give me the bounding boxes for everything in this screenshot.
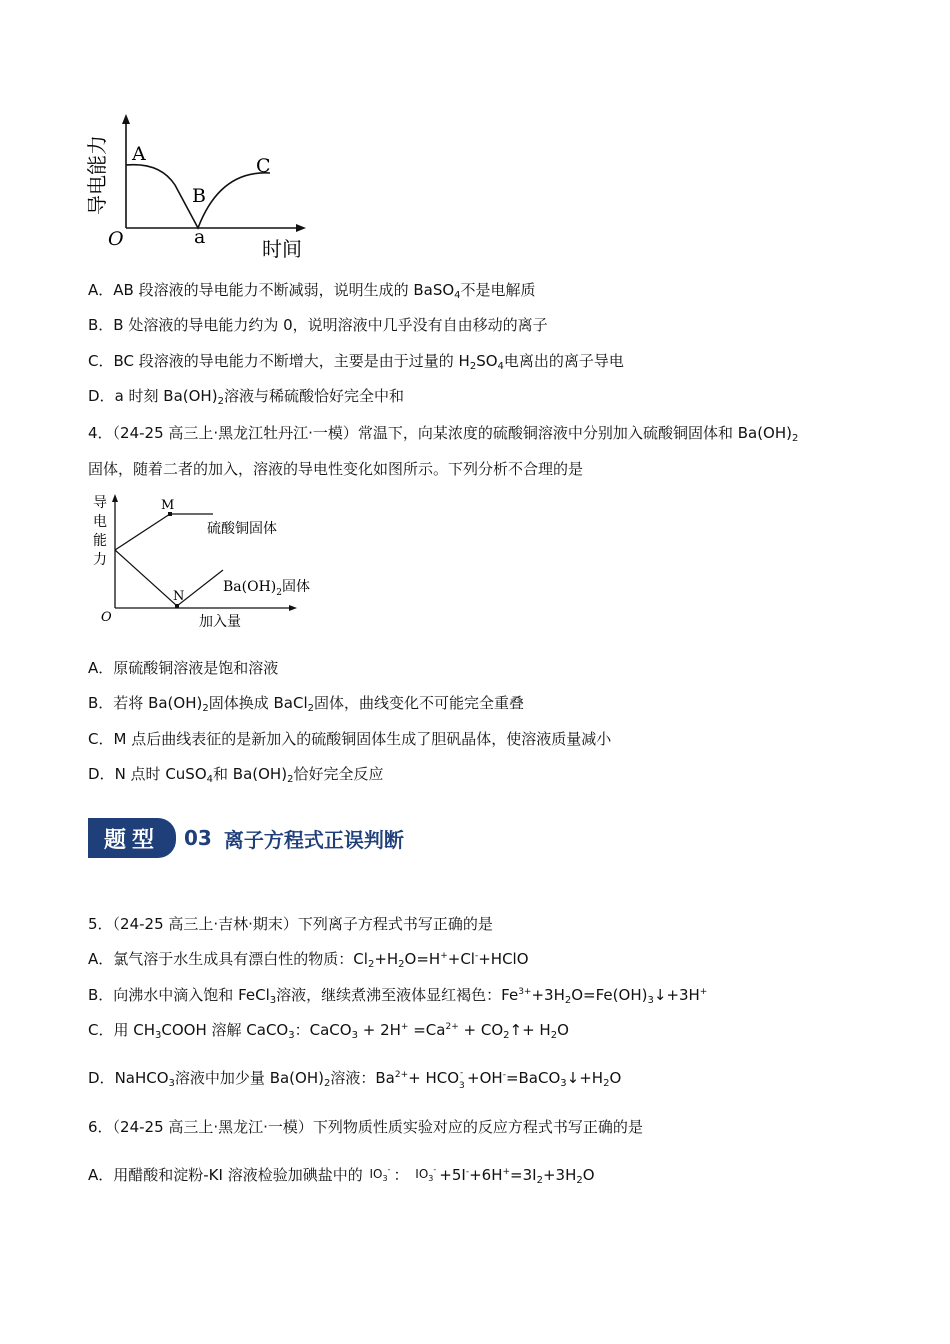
q6-stem: 6．（24-25 高三上·黑龙江·一模）下列物质性质实验对应的反应方程式书写正确的是	[88, 1118, 643, 1136]
x-axis-label: 时间	[262, 237, 302, 261]
q3-option-a: A．AB 段溶液的导电能力不断减弱，说明生成的 BaSO$_4$不是电解质	[88, 281, 536, 301]
y-label-char-1: 导	[93, 495, 107, 511]
x-axis-arrow	[296, 224, 306, 232]
q4-stem-line1: 4．（24-25 高三上·黑龙江牡丹江·一模）常温下，向某浓度的硫酸铜溶液中分别加入硫酸铜固体和 $Ba(OH)_2$	[88, 424, 799, 444]
section-banner	[88, 818, 404, 858]
origin-label: O	[108, 228, 124, 250]
q4-option-c: C．M 点后曲线表征的是新加入的硫酸铜固体生成了胆矾晶体，使溶液质量减小	[88, 730, 612, 748]
q5-option-c: C．用 $CH_3COOH$ 溶解 CaCO$_3$：CaCO$_3$ + $2H^+ =Ca^{2+}$ + $CO_2↑+ H_2O$	[88, 1021, 569, 1041]
banner-title: 离子方程式正误判断	[223, 827, 404, 852]
q5-option-d: D．NaHCO$_3$溶液中加少量 $Ba(OH)_2$溶液：$Ba^{2+}+$ HCO - 3 $+OH^-=BaCO_3↓+H_2O$	[88, 1068, 622, 1091]
origin-label: O	[101, 610, 112, 625]
point-b-label: B	[192, 185, 206, 207]
point-n-label: N	[173, 589, 185, 604]
y-label-char-2: 电	[93, 514, 107, 530]
q4-option-b: B．若将 $Ba(OH)_2$固体换成 BaCl$_2$固体，曲线变化不可能完全重叠	[88, 694, 525, 714]
point-c-label: C	[256, 155, 271, 177]
conductivity-amount-chart	[85, 490, 345, 635]
q4-stem-line2: 固体，随着二者的加入，溶液的导电性变化如图所示。下列分析不合理的是	[88, 460, 584, 478]
q5-stem: 5．（24-25 高三上·吉林·期末）下列离子方程式书写正确的是	[88, 915, 493, 933]
x-axis-arrow	[289, 605, 297, 611]
barium-hydroxide-curve	[115, 550, 223, 606]
q5-option-a: A．氯气溶于水生成具有漂白性的物质：$Cl_2+H_2O=H^++Cl^-+HClO$	[88, 950, 529, 970]
copper-sulfate-curve	[115, 514, 213, 550]
y-axis-arrow	[112, 494, 118, 502]
conductivity-time-chart	[80, 110, 320, 265]
y-axis-arrow	[122, 114, 130, 124]
q3-option-d: D．a 时刻 $Ba(OH)_2$溶液与稀硫酸恰好完全中和	[88, 387, 404, 407]
x-tick-a: a	[194, 226, 206, 248]
q3-option-b: B．B 处溶液的导电能力约为 0，说明溶液中几乎没有自由移动的离子	[88, 316, 548, 334]
y-label-char-3: 能	[93, 533, 107, 549]
q5-option-b: B．向沸水中滴入饱和 FeCl$_3$溶液，继续煮沸至液体显红褐色：$Fe^{3+}+3H_2O=Fe(OH)_3↓+3H^+$	[88, 986, 708, 1006]
point-a-label: A	[132, 143, 146, 165]
q3-option-c: C．BC 段溶液的导电能力不断增大，主要是由于过量的 $H_2SO_4$电离出的离子导电	[88, 352, 624, 372]
point-m-label: M	[161, 498, 175, 513]
q4-option-a: A．原硫酸铜溶液是饱和溶液	[88, 659, 279, 677]
series-copper-sulfate-label: 硫酸铜固体	[207, 521, 277, 537]
y-axis-label: 导电能力	[85, 135, 109, 215]
x-axis-label: 加入量	[199, 614, 241, 630]
banner-tag: 题型	[88, 818, 176, 858]
y-label-char-4: 力	[93, 552, 107, 568]
banner-number: 03	[184, 826, 212, 850]
point-n-marker	[175, 604, 179, 608]
series-barium-hydroxide-label: $Ba(OH)_2$固体	[223, 579, 310, 598]
q4-option-d: D．N 点时 CuSO$_4$和 $Ba(OH)_2$恰好完全反应	[88, 765, 384, 785]
q6-option-a: A．用醋酸和淀粉-KI 溶液检验加碘盐中的 $IO_3^-$ ： $IO_3^-$ $+5I^-+6H^+=3I_2+3H_2O$	[88, 1165, 595, 1186]
